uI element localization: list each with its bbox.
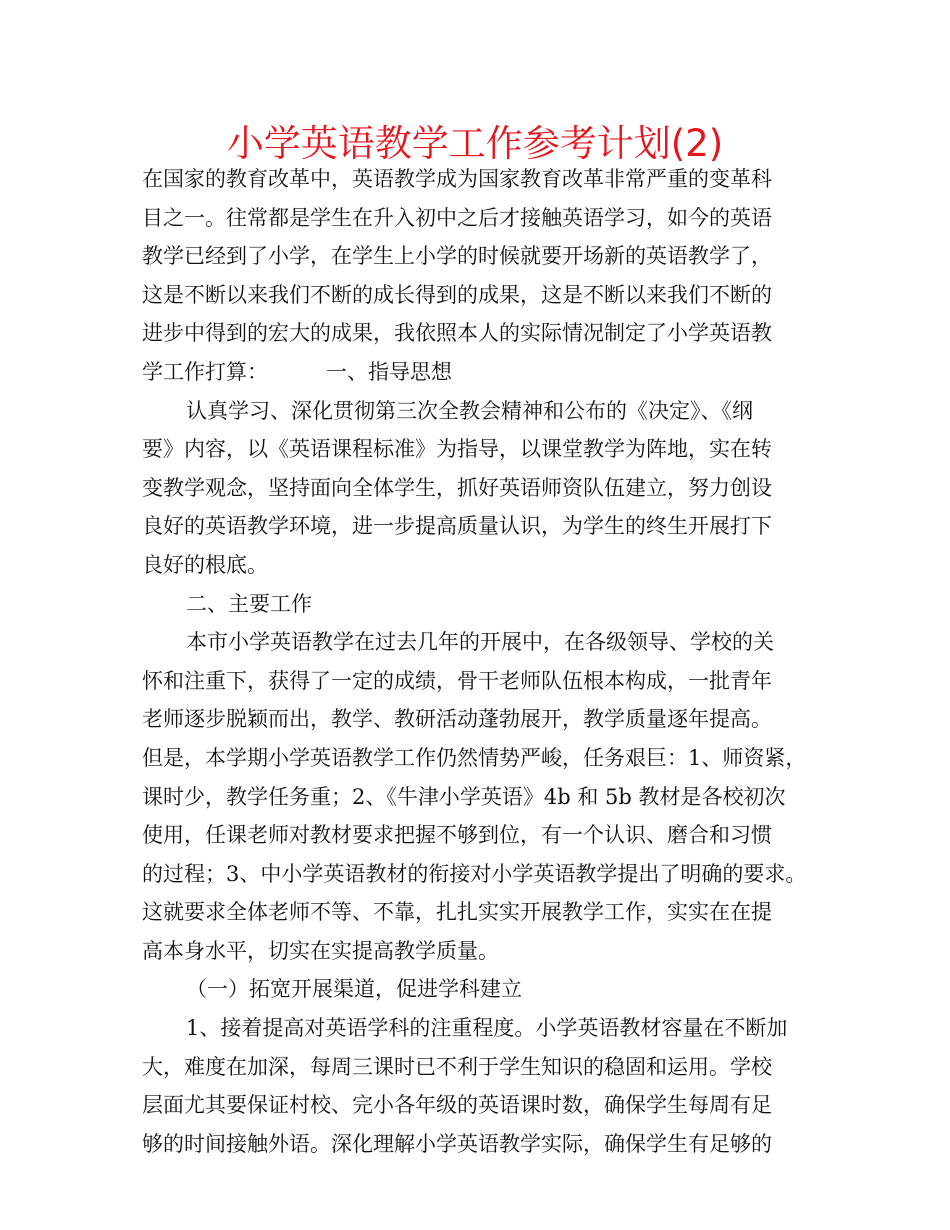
subsection-heading: （一）拓宽开展渠道，促进学科建立 [186, 977, 522, 1002]
text-line: 够的时间接触外语。深化理解小学英语教学实际，确保学生有足够的 [142, 1131, 772, 1156]
document-body [142, 160, 822, 1163]
section-heading-main-work: 二、主要工作 [186, 591, 312, 616]
text-line: 这就要求全体老师不等、不靠，扎扎实实开展教学工作，实实在在提 [142, 900, 772, 925]
text-line: 这是不断以来我们不断的成长得到的成果，这是不断以来我们不断的 [142, 282, 772, 307]
text-line: 进步中得到的宏大的成果，我依照本人的实际情况制定了小学英语教 [142, 321, 772, 346]
text-line: 目之一。往常都是学生在升入初中之后才接触英语学习，如今的英语 [142, 205, 772, 230]
section-heading-guiding-ideology: 一、指导思想 [326, 359, 452, 384]
text-line: 要》内容，以《英语课程标准》为指导，以课堂教学为阵地，实在转 [142, 437, 772, 462]
text-line: 但是，本学期小学英语教学工作仍然情势严峻，任务艰巨：1、师资紧， [142, 745, 807, 770]
text-line: 大，难度在加深，每周三课时已不利于学生知识的稳固和运用。学校 [142, 1054, 772, 1079]
text-line: 怀和注重下，获得了一定的成绩，骨干老师队伍根本构成，一批青年 [142, 668, 772, 693]
text-line: 良好的根底。 [142, 552, 268, 577]
text-line: 良好的英语教学环境，进一步提高质量认识，为学生的终生开展打下 [142, 514, 772, 539]
text-line: 高本身水平，切实在实提高教学质量。 [142, 938, 499, 963]
text-line: 的过程；3、中小学英语教材的衔接对小学英语教学提出了明确的要求。 [142, 861, 807, 886]
paragraph-first-line: 1、接着提高对英语学科的注重程度。小学英语教材容量在不断加 [186, 1016, 788, 1041]
text-line: 老师逐步脱颖而出，教学、教研活动蓬勃展开，教学质量逐年提高。 [142, 707, 772, 732]
document-title: 小学英语教学工作参考计划(2) [226, 122, 724, 165]
text-line: 使用，任课老师对教材要求把握不够到位，有一个认识、磨合和习惯 [142, 823, 772, 848]
text-span: 学工作打算： [142, 359, 268, 384]
paragraph-first-line: 本市小学英语教学在过去几年的开展中，在各级领导、学校的关 [186, 630, 774, 655]
text-line: 变教学观念，坚持面向全体学生，抓好英语师资队伍建立，努力创设 [142, 475, 772, 500]
text-line: 课时少，教学任务重；2、《牛津小学英语》4b 和 5b 教材是各校初次 [142, 784, 786, 809]
text-line: 层面尤其要保证村校、完小各年级的英语课时数，确保学生每周有足 [142, 1093, 772, 1118]
text-line [142, 353, 822, 392]
paragraph-first-line: 认真学习、深化贯彻第三次全教会精神和公布的《决定》、《纲 [186, 398, 753, 423]
text-line: 在国家的教育改革中，英语教学成为国家教育改革非常严重的变革科 [142, 167, 772, 191]
text-line: 教学已经到了小学，在学生上小学的时候就要开场新的英语教学了， [142, 244, 772, 269]
